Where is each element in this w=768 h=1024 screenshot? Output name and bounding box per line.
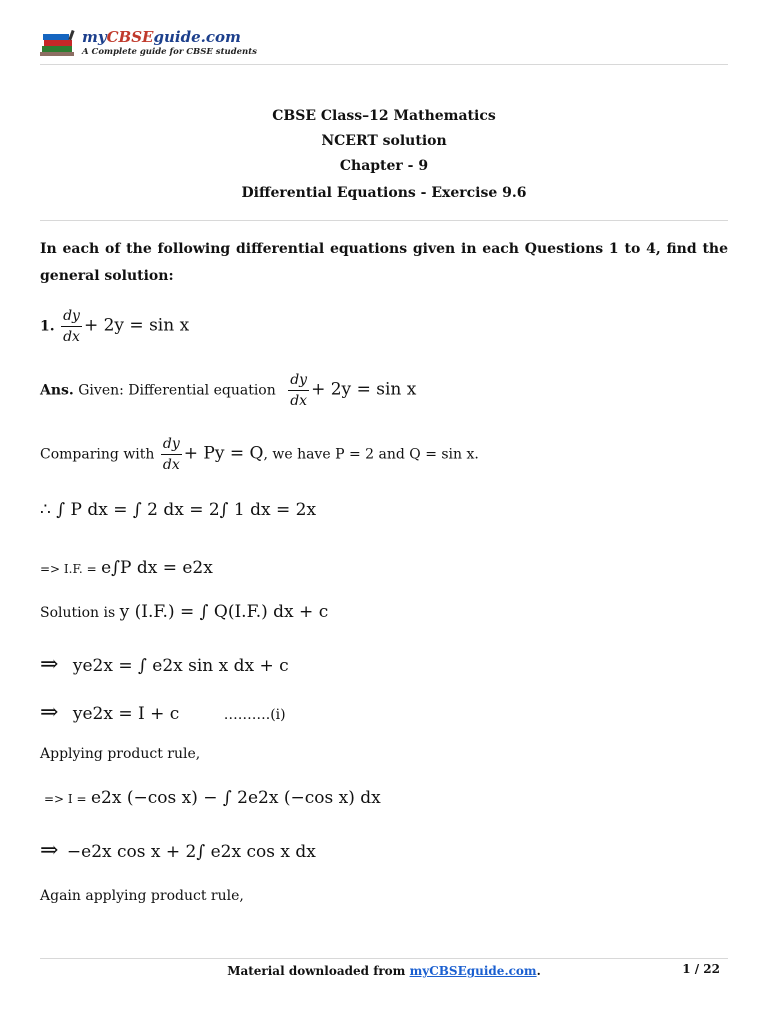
- implies-icon: ⇒: [40, 838, 59, 863]
- title-divider: [40, 220, 728, 221]
- logo-title: myCBSEguide.com: [82, 28, 241, 46]
- comparing-line: [40, 434, 479, 475]
- page-number: 1 / 22: [682, 962, 720, 976]
- product-rule-text: Applying product rule,: [40, 746, 201, 762]
- step-3: [40, 838, 316, 863]
- header-divider: [40, 64, 728, 65]
- solution-equation: y (I.F.) = ∫ Q(I.F.) dx + c: [119, 602, 329, 622]
- solution-formula: [40, 602, 328, 622]
- integrating-factor: [40, 558, 213, 578]
- if-value: e∫P dx = e2x: [101, 558, 213, 578]
- implies-icon: ⇒: [40, 652, 59, 677]
- question-equation: + 2y = sin x: [83, 315, 190, 336]
- step-1: [40, 652, 289, 677]
- step-2-equation: ye2x = I + c: [72, 704, 180, 724]
- question-1: [40, 306, 189, 347]
- dy-dx-fraction: $\frac{dy}{dx}$: [290, 372, 308, 409]
- answer-given: [40, 370, 416, 411]
- question-number: 1.: [40, 318, 55, 335]
- doc-title-chapter: Chapter - 9: [339, 158, 429, 174]
- doc-title-ncert: NCERT solution: [321, 133, 447, 149]
- i-expansion: [40, 788, 381, 808]
- logo-tagline: A Complete guide for CBSE students: [82, 47, 257, 57]
- footer-link[interactable]: myCBSEguide.com: [409, 964, 537, 978]
- site-logo[interactable]: [40, 28, 260, 62]
- comparing-result: , we have P = 2 and Q = sin x.: [263, 446, 479, 463]
- given-equation: + 2y = sin x: [311, 379, 417, 400]
- equation-ref-i: ……….(i): [223, 707, 286, 723]
- step-2: [40, 700, 286, 725]
- dy-dx-fraction: $\frac{dy}{dx}$: [63, 308, 80, 345]
- footer-note: Material downloaded from myCBSEguide.com.: [227, 964, 541, 978]
- implies-icon: ⇒: [40, 700, 59, 725]
- again-product-rule-text: Again applying product rule,: [40, 888, 244, 904]
- if-label: => I.F. =: [40, 562, 97, 576]
- books-icon: [40, 30, 78, 58]
- step-1-equation: ye2x = ∫ e2x sin x dx + c: [72, 656, 289, 676]
- dy-dx-fraction: $\frac{dy}{dx}$: [162, 436, 180, 473]
- solution-label: Solution is: [40, 605, 116, 621]
- i-expression: e2x (−cos x) − ∫ 2e2x (−cos x) dx: [91, 788, 381, 808]
- therefore-line: ∴ ∫ P dx = ∫ 2 dx = 2∫ 1 dx = 2x: [40, 500, 317, 520]
- instructions: In each of the following differential equations given in each Questions 1 to 4, find the general solution:: [40, 241, 728, 284]
- comparing-text: Comparing with: [40, 446, 155, 463]
- step-3-equation: −e2x cos x + 2∫ e2x cos x dx: [66, 842, 316, 862]
- doc-title-class: CBSE Class–12 Mathematics: [272, 108, 496, 124]
- given-text: Given: Differential equation: [73, 382, 276, 399]
- footer-divider: [40, 958, 728, 959]
- ans-label: Ans.: [40, 382, 74, 399]
- standard-form: + Py = Q: [183, 443, 264, 464]
- i-label: => I =: [44, 792, 87, 806]
- doc-title-exercise: Differential Equations - Exercise 9.6: [241, 185, 527, 201]
